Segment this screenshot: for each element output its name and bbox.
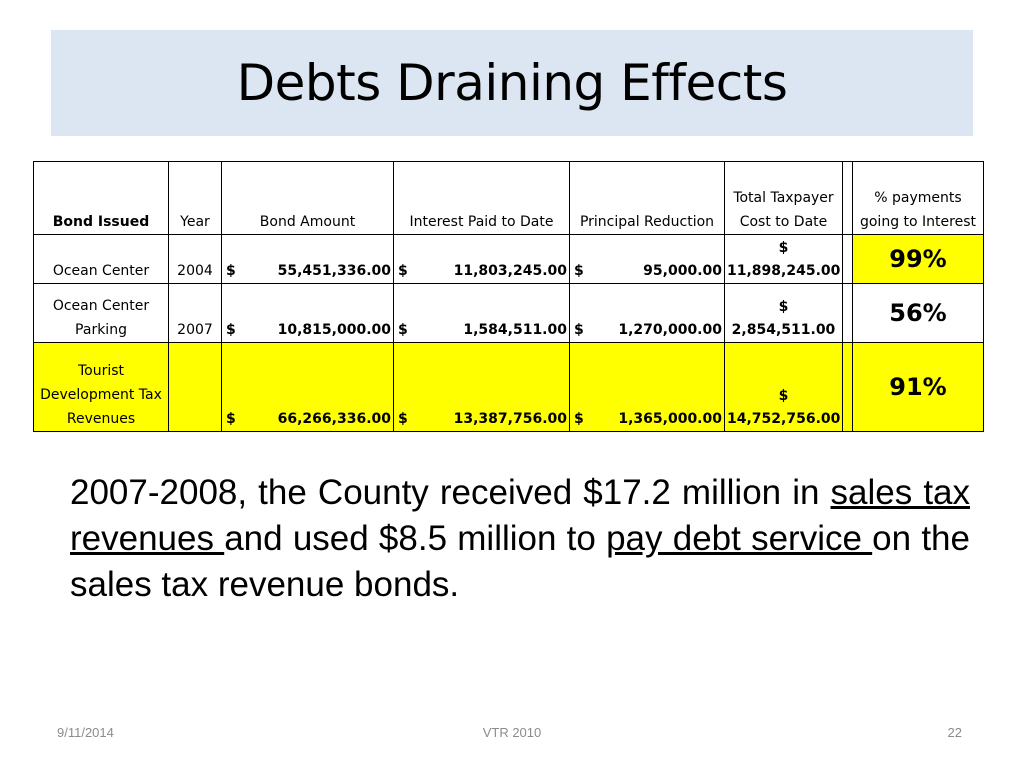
- cell-principal-reduction: [570, 284, 725, 343]
- cell-principal-reduction: [570, 343, 725, 432]
- amount-value: 95,000.00: [643, 263, 722, 279]
- amount-value: 13,387,756.00: [453, 411, 567, 427]
- slide-title: Debts Draining Effects: [236, 54, 788, 112]
- amount-value: 14,752,756.00: [727, 411, 841, 427]
- table-row: [34, 235, 984, 284]
- header-bond-amount: Bond Amount: [222, 162, 394, 235]
- amount-value: 1,365,000.00: [618, 411, 722, 427]
- header-interest-paid: Interest Paid to Date: [394, 162, 570, 235]
- currency-symbol: $: [226, 263, 236, 279]
- currency-symbol: $: [574, 322, 584, 338]
- cell-total-cost: [725, 343, 843, 432]
- amount-value: 2,854,511.00: [731, 322, 836, 338]
- body-paragraph: [70, 470, 970, 608]
- footer-center: VTR 2010: [482, 725, 542, 740]
- header-total-cost: Total Taxpayer Cost to Date: [725, 162, 843, 235]
- cell-pct-interest: 56%: [853, 284, 984, 343]
- currency-symbol: $: [398, 411, 408, 427]
- currency-symbol: $: [398, 263, 408, 279]
- cell-gap: [843, 343, 853, 432]
- debt-table: [33, 161, 984, 432]
- header-gap: [843, 162, 853, 235]
- amount-value: 10,815,000.00: [277, 322, 391, 338]
- header-pct-interest: % payments going to Interest: [853, 162, 984, 235]
- body-text-part3: on the sales tax revenue bonds.: [70, 519, 970, 604]
- currency-symbol: $: [574, 263, 584, 279]
- amount-value: 1,270,000.00: [618, 322, 722, 338]
- cell-interest-paid: [394, 284, 570, 343]
- body-text-part2: and used $8.5 million to: [224, 519, 607, 558]
- cell-bond-amount: [222, 235, 394, 284]
- title-bar: [51, 30, 973, 136]
- cell-year: 2007: [169, 284, 222, 343]
- amount-value: 11,803,245.00: [453, 263, 567, 279]
- pay-debt-service-link[interactable]: pay debt service: [606, 519, 873, 558]
- header-bond-issued: Bond Issued: [34, 162, 169, 235]
- cell-pct-interest: 99%: [853, 235, 984, 284]
- footer-page-number: 22: [947, 725, 962, 740]
- cell-pct-interest: 91%: [853, 343, 984, 432]
- cell-bond: Ocean Center: [34, 235, 169, 284]
- currency-symbol: $: [574, 411, 584, 427]
- cell-interest-paid: [394, 235, 570, 284]
- currency-symbol: $: [778, 299, 789, 315]
- currency-symbol: $: [778, 388, 789, 404]
- table-row: [34, 284, 984, 343]
- cell-total-cost: [725, 284, 843, 343]
- cell-principal-reduction: [570, 235, 725, 284]
- currency-symbol: $: [778, 240, 789, 256]
- table-header-row: [34, 162, 984, 235]
- header-year: Year: [169, 162, 222, 235]
- amount-value: 1,584,511.00: [463, 322, 567, 338]
- cell-bond-amount: [222, 284, 394, 343]
- cell-total-cost: [725, 235, 843, 284]
- currency-symbol: $: [398, 322, 408, 338]
- currency-symbol: $: [226, 322, 236, 338]
- body-text-part1: 2007-2008, the County received $17.2 million in: [70, 473, 831, 512]
- cell-year: [169, 343, 222, 432]
- cell-bond: Tourist Development Tax Revenues: [34, 343, 169, 432]
- currency-symbol: $: [226, 411, 236, 427]
- cell-gap: [843, 235, 853, 284]
- cell-bond-amount: [222, 343, 394, 432]
- amount-value: 55,451,336.00: [277, 263, 391, 279]
- cell-interest-paid: [394, 343, 570, 432]
- amount-value: 66,266,336.00: [277, 411, 391, 427]
- amount-value: 11,898,245.00: [727, 263, 841, 279]
- table-row: [34, 343, 984, 432]
- cell-gap: [843, 284, 853, 343]
- header-principal-reduction: Principal Reduction: [570, 162, 725, 235]
- sales-tax-revenues-link[interactable]: sales tax revenues: [70, 473, 971, 558]
- cell-bond: Ocean Center Parking: [34, 284, 169, 343]
- cell-year: 2004: [169, 235, 222, 284]
- footer-date: 9/11/2014: [57, 725, 114, 740]
